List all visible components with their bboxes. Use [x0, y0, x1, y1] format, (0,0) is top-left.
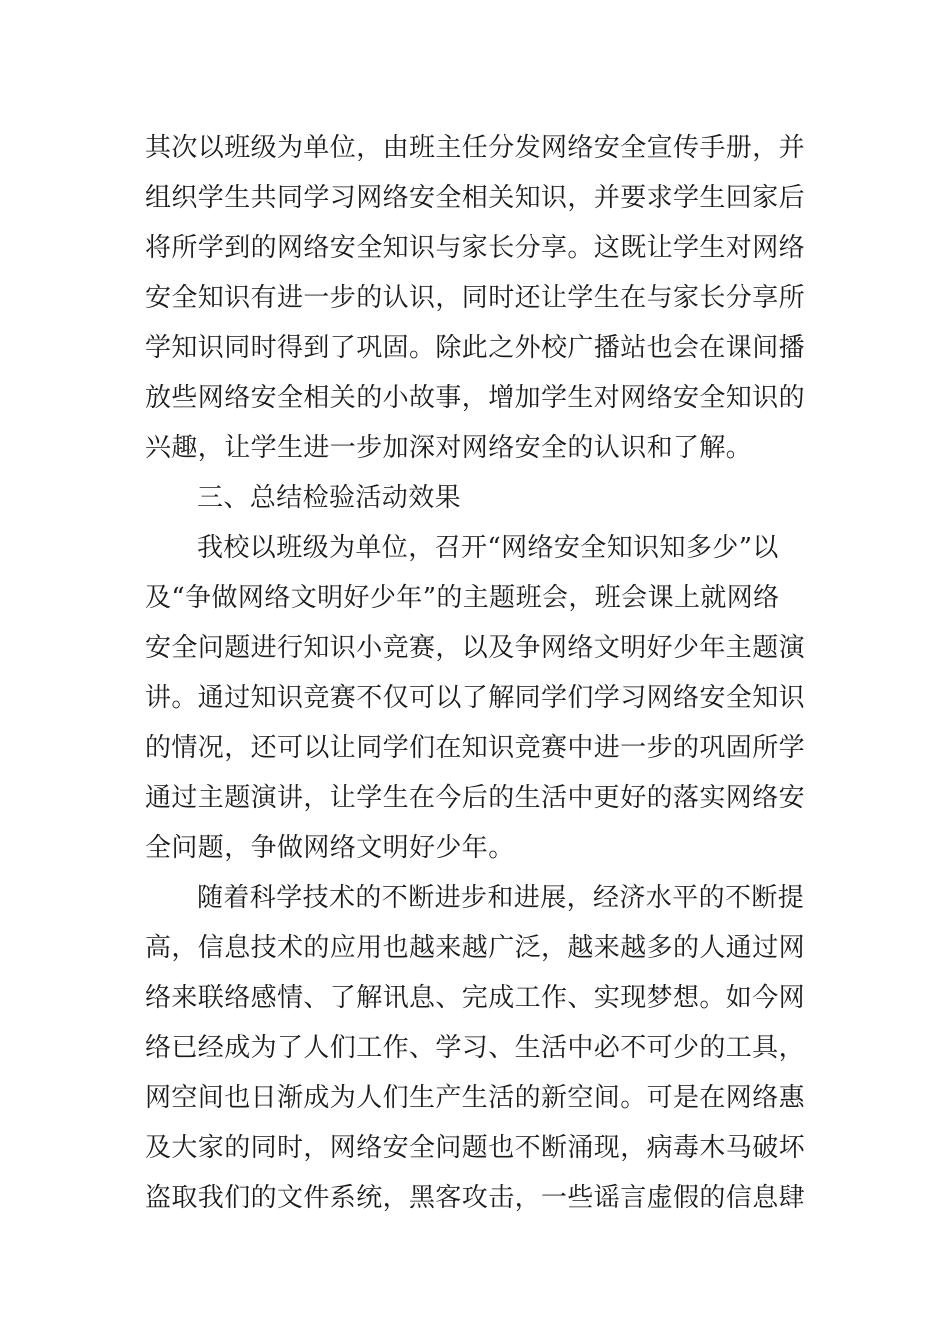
paragraph-line: 高，信息技术的应用也越来越广泛，越来越多的人通过网 — [145, 933, 806, 963]
paragraph-line: 的情况，还可以让同学们在知识竞赛中进一步的巩固所学 — [145, 733, 806, 763]
paragraph-line: 安全问题进行知识小竞赛，以及争网络文明好少年主题演 — [145, 633, 806, 663]
paragraph-line: 将所学到的网络安全知识与家长分享。这既让学生对网络 — [145, 233, 806, 263]
paragraph-line: 学知识同时得到了巩固。除此之外校广播站也会在课间播 — [145, 333, 806, 363]
paragraph-line: 讲。通过知识竞赛不仅可以了解同学们学习网络安全知识 — [145, 683, 806, 713]
paragraph-line: 组织学生共同学习网络安全相关知识，并要求学生回家后 — [145, 183, 806, 213]
paragraph-line: 通过主题演讲，让学生在今后的生活中更好的落实网络安 — [145, 783, 806, 813]
paragraph-line: 及大家的同时，网络安全问题也不断涌现，病毒木马破坏 — [145, 1133, 806, 1163]
paragraph-line: 络来联络感情、了解讯息、完成工作、实现梦想。如今网 — [145, 983, 806, 1013]
paragraph-line: 及“争做网络文明好少年”的主题班会，班会课上就网络 — [145, 583, 780, 613]
paragraph-line: 全问题，争做网络文明好少年。 — [145, 833, 515, 863]
paragraph-line: 放些网络安全相关的小故事，增加学生对网络安全知识的 — [145, 383, 806, 413]
paragraph-line: 盗取我们的文件系统，黑客攻击，一些谣言虚假的信息肆 — [145, 1183, 806, 1213]
paragraph-line: 随着科学技术的不断进步和进展，经济水平的不断提 — [197, 883, 805, 913]
paragraph-line: 兴趣，让学生进一步加深对网络安全的认识和了解。 — [145, 433, 753, 463]
paragraph-line: 我校以班级为单位，召开“网络安全知识知多少”以 — [197, 533, 779, 563]
paragraph-line: 其次以班级为单位，由班主任分发网络安全宣传手册，并 — [145, 133, 806, 163]
paragraph-line: 络已经成为了人们工作、学习、生活中必不可少的工具， — [145, 1033, 806, 1063]
paragraph-line: 安全知识有进一步的认识，同时还让学生在与家长分享所 — [145, 283, 806, 313]
paragraph-line: 网空间也日渐成为人们生产生活的新空间。可是在网络惠 — [145, 1083, 806, 1113]
section-heading: 三、总结检验活动效果 — [197, 483, 462, 513]
